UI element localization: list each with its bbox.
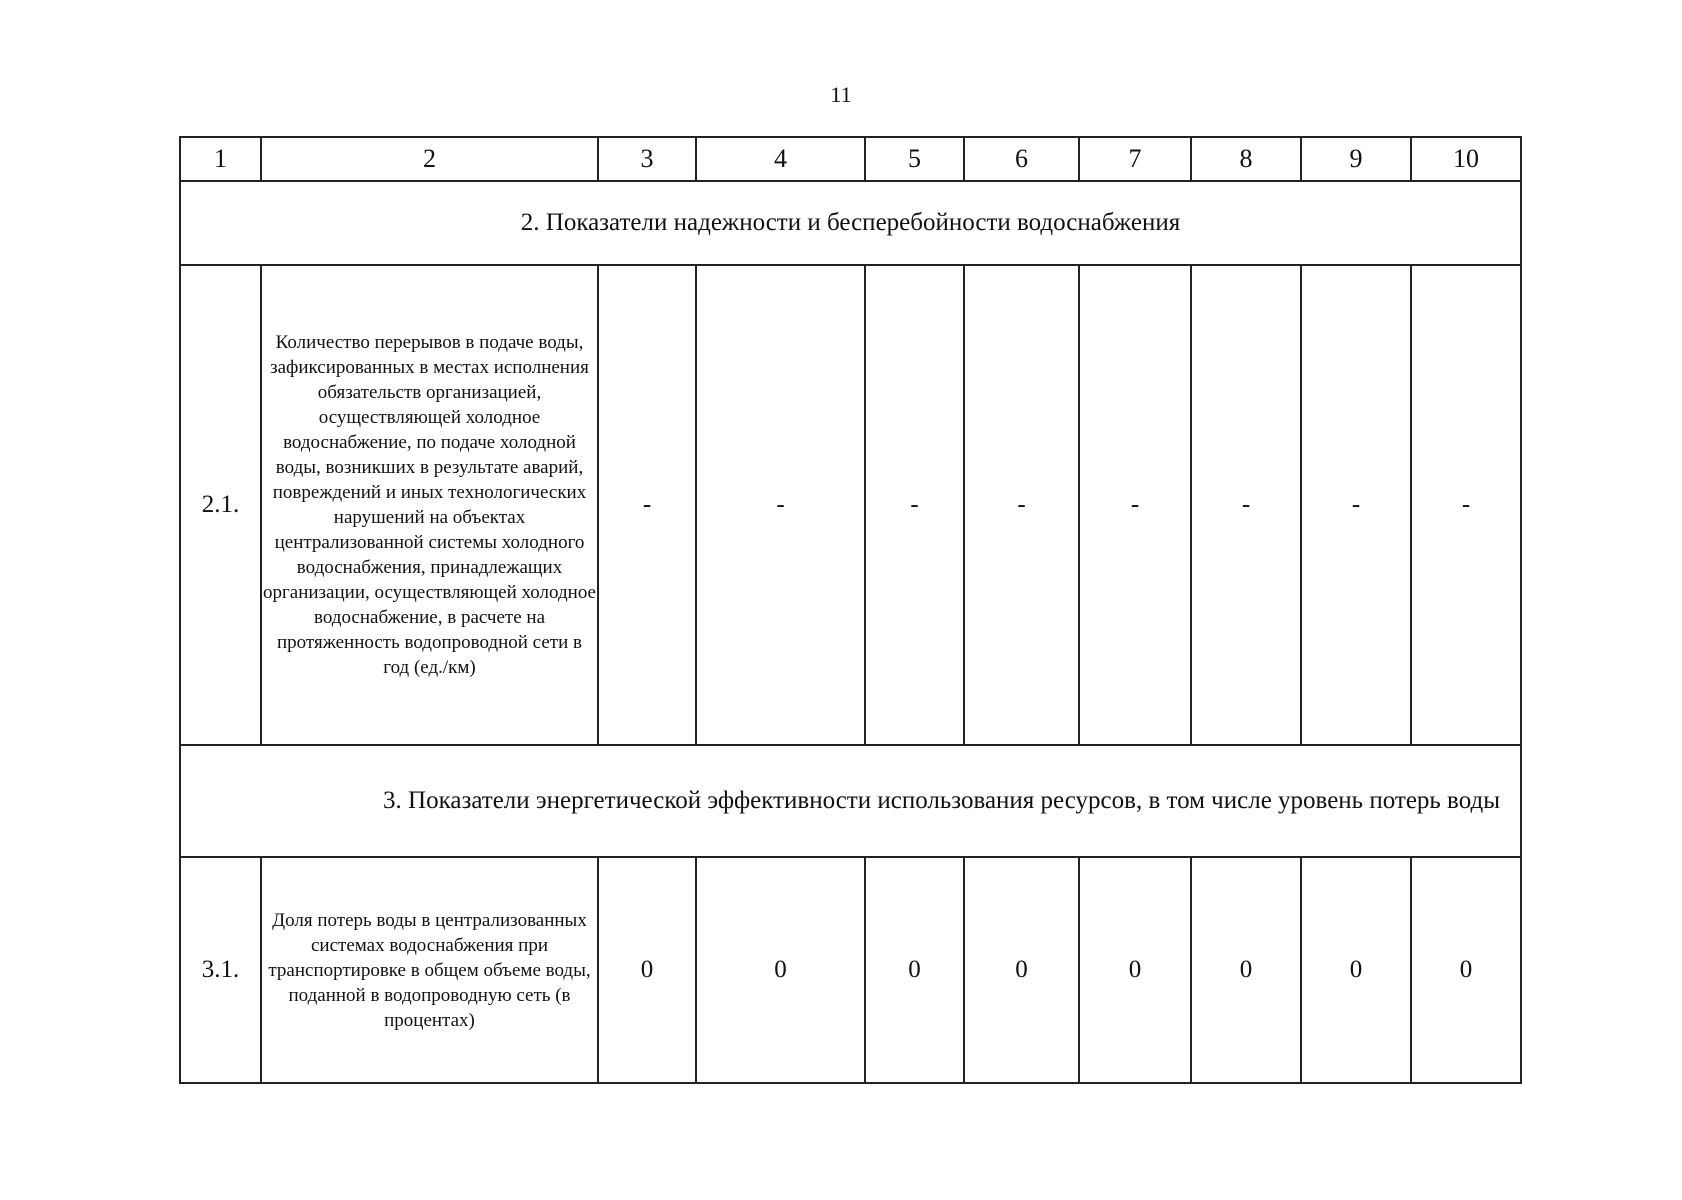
row-number: 3.1. <box>180 857 261 1083</box>
page-number: 11 <box>830 82 852 107</box>
value-cell: - <box>1411 265 1521 745</box>
value-cell: - <box>1191 265 1301 745</box>
column-header: 5 <box>865 137 964 181</box>
value-cell: 0 <box>865 857 964 1083</box>
value-cell: 0 <box>1301 857 1411 1083</box>
column-header: 4 <box>696 137 865 181</box>
indicators-table <box>179 136 1522 1084</box>
column-header: 3 <box>598 137 696 181</box>
column-header: 9 <box>1301 137 1411 181</box>
value-cell: 0 <box>598 857 696 1083</box>
row-description: Количество перерывов в подаче воды, зафиксированных в местах исполнения обязательств организацией, осуществляющей холодное водоснабжение, по подаче холодной воды, возникших в результате аварий, повреждений и иных технологических нарушений на объектах централизованной системы холодного водоснабжения, принадлежащих организации, осуществляющей холодное водоснабжение, в расчете на протяженность водопроводной сети в год (ед./км) <box>261 265 598 745</box>
section-title: 3. Показатели энергетической эффективности использования ресурсов, в том числе уровень потерь воды <box>180 745 1521 857</box>
section-title-row <box>180 181 1521 265</box>
column-header: 6 <box>964 137 1079 181</box>
value-cell: - <box>598 265 696 745</box>
table-row <box>180 265 1521 745</box>
column-header: 8 <box>1191 137 1301 181</box>
value-cell: - <box>964 265 1079 745</box>
value-cell: 0 <box>1191 857 1301 1083</box>
section-title-row <box>180 745 1521 857</box>
column-header: 10 <box>1411 137 1521 181</box>
table-row <box>180 857 1521 1083</box>
column-header: 1 <box>180 137 261 181</box>
value-cell: 0 <box>1411 857 1521 1083</box>
value-cell: - <box>696 265 865 745</box>
column-header: 2 <box>261 137 598 181</box>
value-cell: 0 <box>696 857 865 1083</box>
value-cell: - <box>865 265 964 745</box>
value-cell: 0 <box>1079 857 1191 1083</box>
value-cell: - <box>1301 265 1411 745</box>
column-number-row <box>180 137 1521 181</box>
row-description: Доля потерь воды в централизованных системах водоснабжения при транспортировке в общем объеме воды, поданной в водопроводную сеть (в процентах) <box>261 857 598 1083</box>
column-header: 7 <box>1079 137 1191 181</box>
value-cell: 0 <box>964 857 1079 1083</box>
row-number: 2.1. <box>180 265 261 745</box>
section-title: 2. Показатели надежности и бесперебойности водоснабжения <box>180 181 1521 265</box>
value-cell: - <box>1079 265 1191 745</box>
